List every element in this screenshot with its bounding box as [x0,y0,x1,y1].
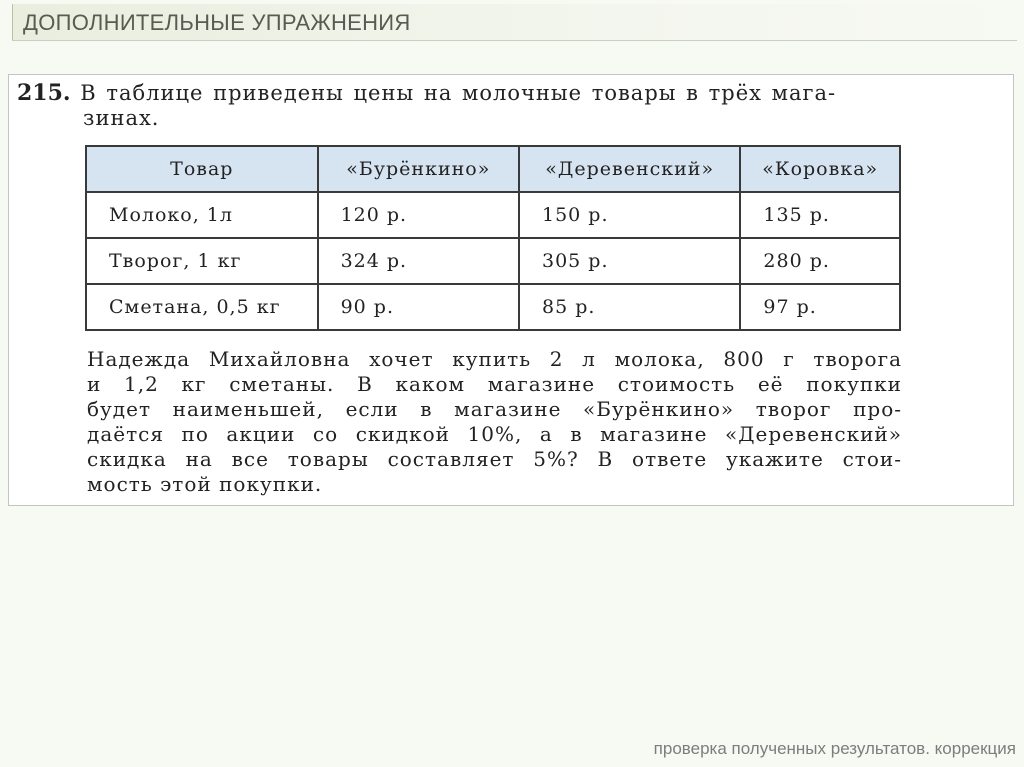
table-header-korovka: «Коровка» [740,146,900,192]
table-cell-price: 150 р. [519,192,740,238]
table-cell-price: 120 р. [318,192,519,238]
table-cell-price: 135 р. [740,192,900,238]
table-row [86,284,900,330]
table-header-burenkino: «Бурёнкино» [318,146,519,192]
exercise-intro-line-2: зинах. [83,106,160,130]
exercise-panel [8,74,1014,506]
table-cell-product: Сметана, 0,5 кг [86,284,318,330]
price-table [85,145,901,331]
table-header-row [86,146,900,192]
problem-line: мость этой покупки. [87,472,323,496]
table-row [86,238,900,284]
table-cell-price: 85 р. [519,284,740,330]
slide-footer: проверка полученных результатов. коррекция [653,739,1016,758]
table-header-derevenskiy: «Деревенский» [519,146,740,192]
table-cell-price: 305 р. [519,238,740,284]
problem-line: будет наименьшей, если в магазине «Бурёнкино» творог про- [87,397,902,421]
problem-line: и 1,2 кг сметаны. В каком магазине стоимость её покупки [87,372,902,396]
table-cell-price: 97 р. [740,284,900,330]
table-header-product: Товар [86,146,318,192]
table-cell-product: Молоко, 1л [86,192,318,238]
table-row [86,192,900,238]
problem-line: Надежда Михайловна хочет купить 2 л молока, 800 г творога [87,347,902,371]
table-cell-price: 280 р. [740,238,900,284]
slide-title: ДОПОЛНИТЕЛЬНЫЕ УПРАЖНЕНИЯ [23,10,411,35]
problem-text [87,347,902,497]
problem-line: даётся по акции со скидкой 10%, а в магазине «Деревенский» [87,422,902,446]
exercise-intro-line-1: В таблице приведены цены на молочные товары в трёх мага- [80,81,837,105]
exercise-number: 215. [17,80,71,106]
table-cell-price: 90 р. [318,284,519,330]
problem-line: скидка на все товары составляет 5%? В ответе укажите стои- [87,447,902,471]
exercise-intro [17,81,917,131]
table-cell-product: Творог, 1 кг [86,238,318,284]
slide-title-bar [12,4,1017,41]
table-cell-price: 324 р. [318,238,519,284]
